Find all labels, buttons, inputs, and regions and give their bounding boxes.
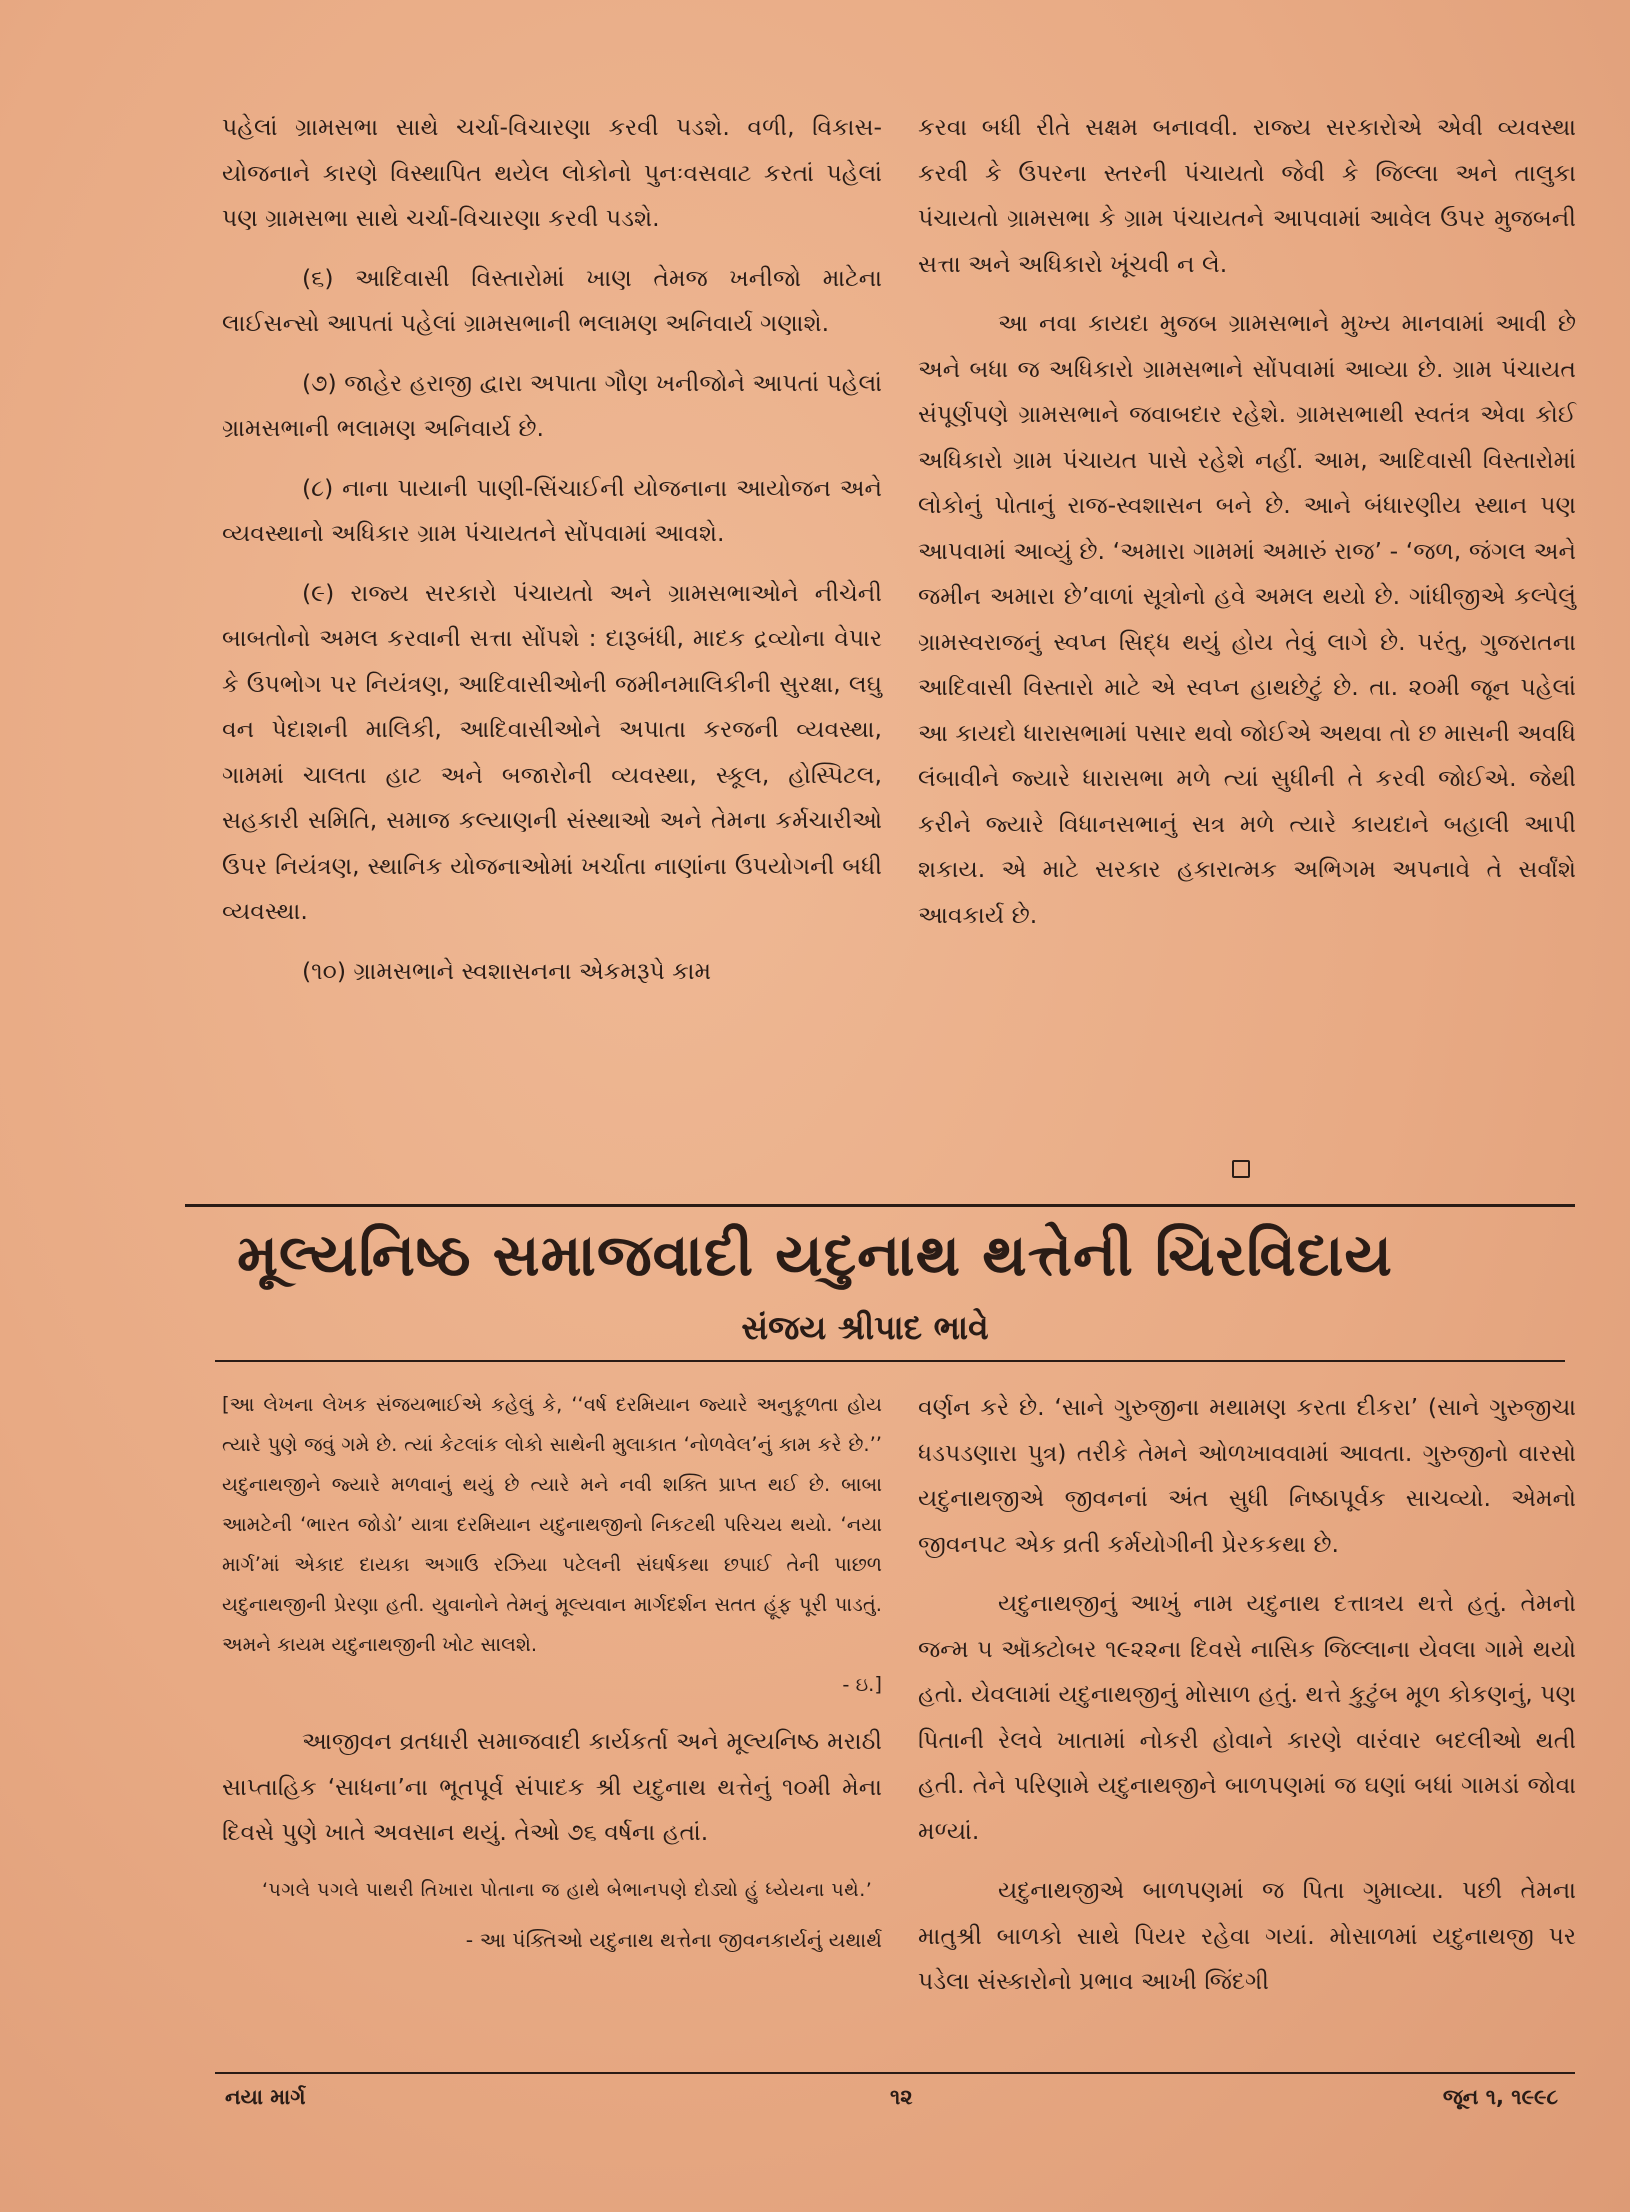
paragraph: પહેલાં ગ્રામસભા સાથે ચર્ચા-વિચારણા કરવી પડશે. વળી, વિકાસ-યોજનાને કારણે વિસ્થાપિત થયેલ લોકોનો પુનઃવસવાટ કરતાં પહેલાં પણ ગ્રામસભા સાથે ચર્ચા-વિચારણા કરવી પડશે. xyxy=(222,113,882,232)
paragraph: (૬) આદિવાસી વિસ્તારોમાં ખાણ તેમજ ખનીજો માટેના લાઈસન્સો આપતાં પહેલાં ગ્રામસભાની ભલામણ અનિવાર્ય ગણાશે. xyxy=(222,263,882,337)
paragraph: વર્ણન કરે છે. ‘સાને ગુરુજીના મથામણ કરતા દીકરા’ (સાને ગુરુજીચા ધડપડણારા પુત્ર) તરીકે તેમને ઓળખાવવામાં આવતા. ગુરુજીનો વારસો યદુનાથજીએ જીવનનાં અંત સુધી નિષ્ઠાપૂર્વક સાચવ્યો. એમનો જીવનપટ એક વ્રતી કર્મયોગીની પ્રેરકકથા છે. xyxy=(918,1393,1576,1558)
footer-divider xyxy=(215,2072,1575,2074)
left-column-top xyxy=(222,105,882,1008)
paragraph: (૭) જાહેર હરાજી દ્વારા અપાતા ગૌણ ખનીજોને આપતાં પહેલાં ગ્રામસભાની ભલામણ અનિવાર્ય છે. xyxy=(222,368,882,442)
end-of-article-mark xyxy=(1232,1160,1250,1178)
divider xyxy=(185,1204,1575,1207)
footer-date: જૂન ૧, ૧૯૯૮ xyxy=(1442,2085,1558,2109)
paragraph: આજીવન વ્રતધારી સમાજવાદી કાર્યકર્તા અને મૂલ્યનિષ્ઠ મરાઠી સાપ્તાહિક ‘સાધના’ના ભૂતપૂર્વ સંપાદક શ્રી યદુનાથ થત્તેનું ૧૦મી મેના દિવસે પુણે ખાતે અવસાન થયું. તેઓ ૭૬ વર્ષના હતાં. xyxy=(222,1727,882,1846)
paragraph: આ નવા કાયદા મુજબ ગ્રામસભાને મુખ્ય માનવામાં આવી છે અને બધા જ અધિકારો ગ્રામસભાને સોંપવામાં આવ્યા છે. ગ્રામ પંચાયત સંપૂર્ણપણે ગ્રામસભાને જવાબદાર રહેશે. ગ્રામસભાથી સ્વતંત્ર એવા કોઈ અધિકારો ગ્રામ પંચાયત પાસે રહેશે નહીં. આમ, આદિવાસી વિસ્તારોમાં લોકોનું પોતાનું રાજ-સ્વશાસન બને છે. આને બંધારણીય સ્થાન પણ આપવામાં આવ્યું છે. ‘અમારા ગામમાં અમારું રાજ’ - ‘જળ, જંગલ અને જમીન અમારા છે’વાળાં સૂત્રોનો હવે અમલ થયો છે. ગાંધીજીએ કલ્પેલું ગ્રામસ્વરાજનું સ્વપ્ન સિદ્ધ થયું હોય તેવું લાગે છે. પરંતુ, ગુજરાતના આદિવાસી વિસ્તારો માટે એ સ્વપ્ન હાથછેટું છે. તા. ૨૦મી જૂન પહેલાં આ કાયદો ધારાસભામાં પસાર થવો જોઈએ અથવા તો છ માસની અવધિ લંબાવીને જ્યારે ધારાસભા મળે ત્યાં સુધીની તે કરવી જોઈએ. જેથી કરીને જ્યારે વિધાનસભાનું સત્ર મળે ત્યારે કાયદાને બહાલી આપી શકાય. એ માટે સરકાર હકારાત્મક અભિગમ અપનાવે તે સર્વાંશે આવકાર્ય છે. xyxy=(918,309,1576,929)
quote-citation: - આ પંક્તિઓ યદુનાથ થત્તેના જીવનકાર્યનું યથાર્થ xyxy=(465,1927,882,1952)
paragraph: યદુનાથજીએ બાળપણમાં જ પિતા ગુમાવ્યા. પછી તેમના માતુશ્રી બાળકો સાથે પિયર રહેવા ગયાં. મોસાળમાં યદુનાથજી પર પડેલા સંસ્કારોનો પ્રભાવ આખી જિંદગી xyxy=(918,1876,1576,1995)
paragraph: કરવા બધી રીતે સક્ષમ બનાવવી. રાજ્ય સરકારોએ એવી વ્યવસ્થા કરવી કે ઉપરના સ્તરની પંચાયતો જેવી કે જિલ્લા અને તાલુકા પંચાયતો ગ્રામસભા કે ગ્રામ પંચાયતને આપવામાં આવેલ ઉપર મુજબની સત્તા અને અધિકારો ખૂંચવી ન લે. xyxy=(918,113,1576,278)
article-title: મૂલ્યનિષ્ઠ સમાજવાદી યદુનાથ થત્તેની ચિરવિદાય xyxy=(237,1221,1393,1289)
footer-publication: નયા માર્ગ xyxy=(225,2085,306,2109)
footer-page-number: ૧૨ xyxy=(890,2085,913,2109)
divider xyxy=(215,1360,1565,1362)
left-column-bottom xyxy=(222,1385,882,1962)
poem-quote: ‘પગલે પગલે પાથરી તિખારા પોતાના જ હાથે બેભાનપણે દોડ્યો હું ધ્યેયના પથે.’ xyxy=(262,1878,873,1901)
paragraph: (૯) રાજ્ય સરકારો પંચાયતો અને ગ્રામસભાઓને નીચેની બાબતોનો અમલ કરવાની સત્તા સોંપશે : દારૂબંધી, માદક દ્રવ્યોના વેપાર કે ઉપભોગ પર નિયંત્રણ, આદિવાસીઓની જમીનમાલિકીની સુરક્ષા, લઘુ વન પેદાશની માલિકી, આદિવાસીઓને અપાતા કરજની વ્યવસ્થા, ગામમાં ચાલતા હાટ અને બજારોની વ્યવસ્થા, સ્કૂલ, હોસ્પિટલ, સહકારી સમિતિ, સમાજ કલ્યાણની સંસ્થાઓ અને તેમના કર્મચારીઓ ઉપર નિયંત્રણ, સ્થાનિક યોજનાઓમાં ખર્ચાતા નાણાંના ઉપયોગની બધી વ્યવસ્થા. xyxy=(222,578,882,925)
paragraph: યદુનાથજીનું આખું નામ યદુનાથ દત્તાત્રય થત્તે હતું. તેમનો જન્મ ૫ ઑક્ટોબર ૧૯૨૨ના દિવસે નાસિક જિલ્લાના યેવલા ગામે થયો હતો. યેવલામાં યદુનાથજીનું મોસાળ હતું. થત્તે કુટુંબ મૂળ કોકણનું, પણ પિતાની રેલવે ખાતામાં નોકરી હોવાને કારણે વારંવાર બદલીઓ થતી હતી. તેને પરિણામે યદુનાથજીને બાળપણમાં જ ઘણાં બધાં ગામડાં જોવા મળ્યાં. xyxy=(918,1589,1576,1845)
right-column-bottom xyxy=(918,1385,1576,2019)
article-author: સંજય શ્રીપાદ ભાવે xyxy=(741,1308,989,1347)
right-column-top xyxy=(918,105,1576,952)
editor-note: [આ લેખના લેખક સંજયભાઈએ કહેલું કે, ‘‘વર્ષ દરમિયાન જ્યારે અનુકૂળતા હોય ત્યારે પુણે જવું ગમે છે. ત્યાં કેટલાંક લોકો સાથેની મુલાકાત ‘નોળવેલ’નું કામ કરે છે.’’ યદુનાથજીને જ્યારે મળવાનું થયું છે ત્યારે મને નવી શક્તિ પ્રાપ્ત થઈ છે. બાબા આમટેની ‘ભારત જોડો’ યાત્રા દરમિયાન યદુનાથજીનો નિકટથી પરિચય થયો. ‘નયા માર્ગ’માં એકાદ દાયકા અગાઉ રઝિયા પટેલની સંઘર્ષકથા છપાઈ તેની પાછળ યદુનાથજીની પ્રેરણા હતી. યુવાનોને તેમનું મૂલ્યવાન માર્ગદર્શન સતત હૂંફ પૂરી પાડતું. અમને કાયમ યદુનાથજીની ખોટ સાલશે. xyxy=(222,1393,882,1656)
paragraph: (૮) નાના પાયાની પાણી-સિંચાઈની યોજનાના આયોજન અને વ્યવસ્થાનો અધિકાર ગ્રામ પંચાયતને સોંપવામાં આવશે. xyxy=(222,473,882,547)
paragraph: (૧૦) ગ્રામસભાને સ્વશાસનના એકમરૂપે કામ xyxy=(302,956,712,985)
editor-signature: - ઇ.] xyxy=(842,1673,882,1696)
